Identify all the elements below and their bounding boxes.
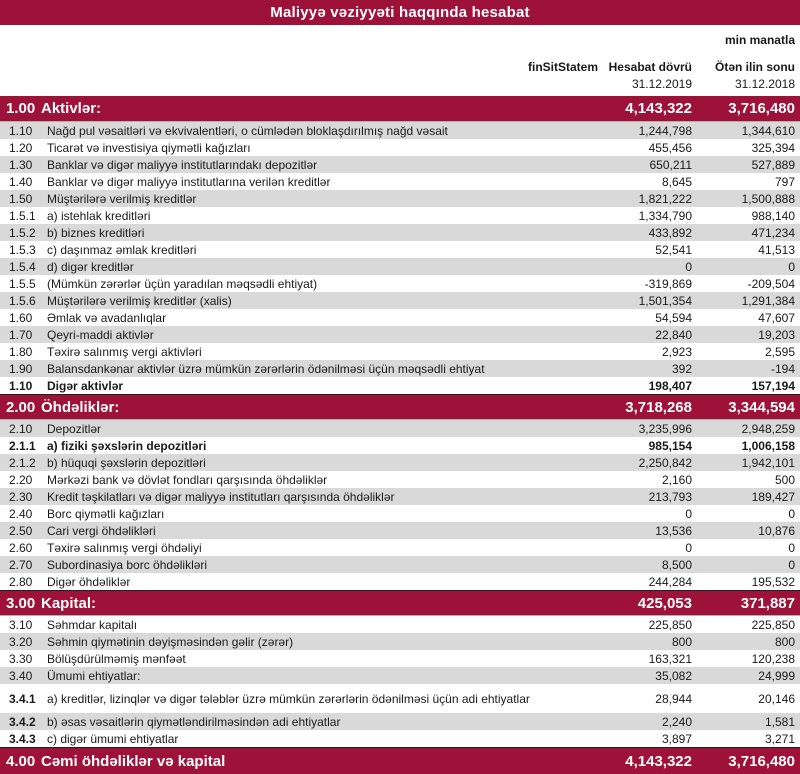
row-value-prior: 1,942,101 (741, 455, 795, 470)
row-value-current: 13,536 (655, 523, 692, 538)
row-value-current: 28,944 (655, 691, 692, 706)
row-value-prior: 500 (774, 472, 795, 487)
table-row (0, 224, 800, 241)
section-value-prior: 371,887 (740, 594, 795, 612)
table-row (0, 139, 800, 156)
units-note: min manatla (724, 33, 795, 47)
row-value-prior: 3,271 (764, 731, 795, 746)
row-value-current: 2,923 (661, 344, 692, 359)
section-code: 2.00 (6, 398, 36, 416)
table-row (0, 616, 800, 633)
row-value-current: 52,541 (655, 242, 692, 257)
column-header-dates-row (0, 76, 800, 93)
row-value-current: 650,211 (649, 157, 692, 172)
table-row (0, 241, 800, 258)
row-value-current: 244,284 (648, 574, 692, 589)
row-label: Ümumi ehtiyatlar: (47, 668, 141, 683)
column-header-spacer (0, 60, 448, 75)
row-label: b) əsas vəsaitlərin qiymətləndirilməsindən adi ehtiyatlar (47, 714, 341, 729)
row-label: Borc qiymətli kağızları (47, 506, 165, 521)
row-label: Digər öhdəliklər (47, 574, 131, 589)
row-label: Ticarət və investisiya qiymətli kağızları (47, 140, 251, 155)
row-value-prior: 1,344,610 (741, 123, 795, 138)
section-label: Cəmi öhdəliklər və kapital (41, 752, 226, 770)
row-value-current: 1,244,798 (638, 123, 692, 138)
row-code: 1.10 (9, 378, 33, 393)
row-code: 1.5.4 (9, 259, 36, 274)
row-value-prior: 471,234 (751, 225, 795, 240)
row-code: 2.30 (9, 489, 33, 504)
table-row (0, 343, 800, 360)
table-row (0, 292, 800, 309)
table-row (0, 713, 800, 730)
section-header-row (0, 394, 800, 420)
row-value-current: 198,407 (648, 378, 692, 393)
row-value-prior: 1,581 (764, 714, 795, 729)
row-value-current: 8,500 (661, 557, 692, 572)
row-value-current: 213,793 (648, 489, 692, 504)
row-value-current: 800 (671, 634, 692, 649)
row-label: Təxirə salınmış vergi aktivləri (47, 344, 202, 359)
table-row (0, 190, 800, 207)
column-date-prior: 31.12.2018 (734, 77, 795, 91)
row-value-current: 54,594 (655, 310, 692, 325)
row-label: Balansdankənar aktivlər üzrə mümkün zərərlərin ödənilməsi üçün məqsədli ehtiyat (47, 361, 485, 376)
table-row (0, 573, 800, 590)
column-headers (0, 60, 800, 93)
row-value-prior: 0 (788, 557, 795, 572)
table-row (0, 667, 800, 684)
column-header-finsitstatem: finSitStatem (527, 60, 598, 74)
table-row (0, 539, 800, 556)
row-code: 2.10 (9, 421, 33, 436)
section-value-current: 425,053 (637, 594, 692, 612)
row-value-prior: -194 (770, 361, 795, 376)
column-header-labels-row (0, 60, 800, 75)
table-row (0, 505, 800, 522)
row-label: b) hüquqi şəxslərin depozitləri (47, 455, 206, 470)
row-value-prior: 2,595 (764, 344, 795, 359)
row-code: 1.60 (9, 310, 33, 325)
section-label: Aktivlər: (41, 100, 102, 117)
row-code: 1.10 (9, 123, 33, 138)
statement-table (0, 96, 800, 774)
section-value-prior: 3,716,480 (728, 752, 795, 770)
table-row (0, 684, 800, 713)
row-code: 1.5.6 (9, 293, 36, 308)
row-label: Bölüşdürülməmiş mənfəət (47, 651, 186, 666)
row-code: 1.5.3 (9, 242, 36, 257)
row-value-current: 0 (685, 506, 692, 521)
table-row (0, 471, 800, 488)
row-value-prior: 47,607 (758, 310, 795, 325)
section-header-row (0, 590, 800, 616)
row-value-current: 3,897 (661, 731, 692, 746)
row-code: 2.20 (9, 472, 33, 487)
row-code: 3.40 (9, 668, 33, 683)
column-date-current: 31.12.2019 (631, 77, 692, 91)
row-value-current: 3,235,996 (638, 421, 692, 436)
row-value-current: 2,160 (661, 472, 692, 487)
row-value-prior: 195,532 (751, 574, 795, 589)
section-code: 4.00 (6, 752, 36, 770)
row-value-current: 1,501,354 (638, 293, 692, 308)
row-code: 1.5.5 (9, 276, 36, 291)
table-row (0, 207, 800, 224)
row-value-prior: 189,427 (751, 489, 795, 504)
row-code: 1.30 (9, 157, 33, 172)
table-row (0, 258, 800, 275)
row-label: Təxirə salınmış vergi öhdəliyi (47, 540, 202, 555)
section-code: 1.00 (6, 100, 36, 117)
table-row (0, 156, 800, 173)
report-title-bar (0, 0, 800, 25)
section-label: Öhdəliklər: (41, 398, 120, 416)
table-row (0, 420, 800, 437)
section-header-row (0, 747, 800, 774)
row-code: 2.1.1 (9, 438, 36, 453)
row-code: 1.40 (9, 174, 33, 189)
section-value-current: 3,718,268 (625, 398, 692, 416)
section-code: 3.00 (6, 594, 36, 612)
row-label: Əmlak və avadanlıqlar (47, 310, 167, 325)
table-row (0, 730, 800, 747)
row-code: 2.70 (9, 557, 33, 572)
table-row (0, 488, 800, 505)
column-header-current-period: Hesabat dövrü (608, 60, 692, 74)
table-row (0, 437, 800, 454)
row-code: 1.20 (9, 140, 33, 155)
row-label: Digər aktivlər (47, 378, 124, 393)
table-row (0, 122, 800, 139)
row-code: 2.40 (9, 506, 33, 521)
row-label: Mərkəzi bank və dövlət fondları qarşısında öhdəliklər (47, 472, 328, 487)
row-value-current: -319,869 (644, 276, 692, 291)
report-title: Maliyyə vəziyyəti haqqında hesabat (270, 4, 530, 21)
row-value-prior: 2,948,259 (741, 421, 795, 436)
row-value-prior: 157,194 (751, 378, 795, 393)
table-row (0, 454, 800, 471)
row-code: 1.90 (9, 361, 33, 376)
column-date-spacer (0, 76, 598, 93)
row-label: Müştərilərə verilmiş kreditlər (47, 191, 197, 206)
row-value-prior: 10,876 (758, 523, 795, 538)
row-label: Səhmdar kapitalı (47, 617, 138, 632)
row-value-current: 985,154 (648, 438, 692, 453)
row-label: (Mümkün zərərlər üçün yaradılan məqsədli ehtiyat) (47, 276, 318, 291)
row-value-current: 2,250,842 (638, 455, 692, 470)
section-value-current: 4,143,322 (625, 752, 692, 770)
row-value-current: 8,645 (661, 174, 692, 189)
row-value-prior: 24,999 (758, 668, 795, 683)
section-value-current: 4,143,322 (625, 100, 692, 117)
row-value-prior: 1,291,384 (741, 293, 795, 308)
row-value-current: 225,850 (648, 617, 692, 632)
row-label: Depozitlər (47, 421, 102, 436)
row-value-prior: 1,500,888 (741, 191, 795, 206)
row-value-prior: 120,238 (751, 651, 795, 666)
row-code: 1.50 (9, 191, 33, 206)
row-value-current: 455,456 (648, 140, 692, 155)
row-code: 1.5.2 (9, 225, 36, 240)
table-row (0, 173, 800, 190)
row-value-current: 35,082 (655, 668, 692, 683)
row-label: b) biznes kreditləri (47, 225, 145, 240)
row-code: 3.4.3 (9, 731, 36, 746)
table-row (0, 377, 800, 394)
row-value-prior: 797 (774, 174, 795, 189)
row-code: 1.5.1 (9, 208, 36, 223)
row-label: a) istehlak kreditləri (47, 208, 151, 223)
row-label: d) digər kreditlər (47, 259, 134, 274)
row-value-prior: -209,504 (747, 276, 795, 291)
row-value-current: 163,321 (648, 651, 692, 666)
row-label: a) fiziki şəxslərin depozitləri (47, 438, 207, 453)
row-value-prior: 225,850 (751, 617, 795, 632)
row-label: Subordinasiya borc öhdəlikləri (47, 557, 208, 572)
section-label: Kapital: (41, 594, 97, 612)
row-value-prior: 1,006,158 (741, 438, 795, 453)
row-value-prior: 0 (788, 259, 795, 274)
table-row (0, 650, 800, 667)
row-code: 3.30 (9, 651, 33, 666)
row-code: 3.4.2 (9, 714, 36, 729)
table-row (0, 309, 800, 326)
table-row (0, 326, 800, 343)
row-label: Səhmin qiymətinin dəyişməsindən gəlir (zərər) (47, 634, 294, 649)
row-label: Cari vergi öhdəlikləri (47, 523, 156, 538)
row-label: c) digər ümumi ehtiyatlar (47, 731, 179, 746)
row-value-current: 0 (685, 259, 692, 274)
row-label: Banklar və digər maliyyə institutlarına verilən kreditlər (47, 174, 331, 189)
row-value-current: 433,892 (648, 225, 692, 240)
row-value-prior: 19,203 (758, 327, 795, 342)
row-code: 2.80 (9, 574, 33, 589)
row-value-current: 2,240 (661, 714, 692, 729)
row-code: 1.70 (9, 327, 33, 342)
row-value-prior: 20,146 (758, 691, 795, 706)
row-label: Kredit təşkilatları və digər maliyyə institutları qarşısında öhdəliklər (47, 489, 395, 504)
row-code: 2.1.2 (9, 455, 36, 470)
row-label: Müştərilərə verilmiş kreditlər (xalis) (47, 293, 232, 308)
row-value-current: 1,821,222 (638, 191, 692, 206)
row-value-prior: 527,889 (751, 157, 795, 172)
table-row (0, 360, 800, 377)
table-row (0, 556, 800, 573)
row-value-prior: 0 (788, 540, 795, 555)
row-value-current: 1,334,790 (638, 208, 692, 223)
row-code: 3.10 (9, 617, 33, 632)
section-header-row (0, 96, 800, 122)
row-label: a) kreditlər, lizinqlər və digər tələblər üzrə mümkün zərərlərin ödənilməsi üçün adi ehtiyatlar (47, 691, 530, 706)
row-code: 3.20 (9, 634, 33, 649)
row-value-prior: 325,394 (751, 140, 795, 155)
row-value-current: 22,840 (655, 327, 692, 342)
row-value-prior: 988,140 (751, 208, 795, 223)
table-row (0, 633, 800, 650)
section-value-prior: 3,344,594 (728, 398, 795, 416)
row-code: 2.60 (9, 540, 33, 555)
row-value-current: 0 (685, 540, 692, 555)
row-code: 2.50 (9, 523, 33, 538)
row-value-current: 392 (671, 361, 692, 376)
row-code: 3.4.1 (9, 691, 36, 706)
row-label: Qeyri-maddi aktivlər (47, 327, 154, 342)
row-code: 1.80 (9, 344, 33, 359)
row-value-prior: 41,513 (758, 242, 795, 257)
table-row (0, 275, 800, 292)
row-value-prior: 800 (774, 634, 795, 649)
section-value-prior: 3,716,480 (728, 100, 795, 117)
row-label: Banklar və digər maliyyə institutlarındakı depozitlər (47, 157, 318, 172)
row-label: c) daşınmaz əmlak kreditləri (47, 242, 197, 257)
row-label: Nağd pul vəsaitləri və ekvivalentləri, o cümlədən bloklaşdırılmış nağd vəsait (47, 123, 448, 138)
column-header-prior-period: Ötən ilin sonu (715, 60, 795, 74)
table-row (0, 522, 800, 539)
row-value-prior: 0 (788, 506, 795, 521)
